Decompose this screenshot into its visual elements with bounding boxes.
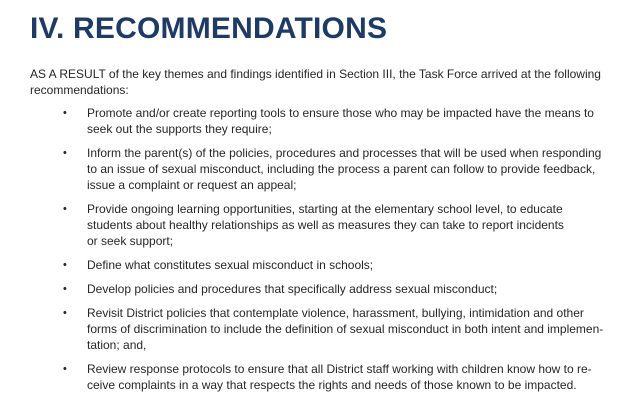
recommendation-line: Inform the parent(s) of the policies, procedures and processes that will be used when responding bbox=[87, 146, 602, 160]
bullet-icon: • bbox=[63, 259, 67, 271]
recommendation-item bbox=[0, 145, 607, 193]
bullet-icon: • bbox=[63, 203, 67, 215]
recommendation-line: issue a complaint or request an appeal; bbox=[87, 178, 297, 192]
recommendation-item bbox=[0, 281, 607, 297]
bullet-icon: • bbox=[63, 363, 67, 375]
recommendation-line: students about healthy relationships as well as measures they can take to report incidents bbox=[87, 218, 564, 232]
recommendation-line: Promote and/or create reporting tools to ensure those who may be impacted have the means to bbox=[87, 106, 594, 120]
recommendation-line: Review response protocols to ensure that all District staff working with children know how to re- bbox=[87, 362, 592, 376]
recommendation-line: Define what constitutes sexual misconduct in schools; bbox=[87, 258, 374, 272]
recommendation-line: forms of discrimination to include the definition of sexual misconduct in both intent and implemen- bbox=[87, 322, 604, 336]
recommendation-line: tation; and, bbox=[87, 338, 147, 352]
recommendation-item bbox=[0, 361, 607, 393]
recommendation-line: Provide ongoing learning opportunities, starting at the elementary school level, to educate bbox=[87, 202, 563, 216]
bullet-icon: • bbox=[63, 147, 67, 159]
bullet-icon: • bbox=[63, 107, 67, 119]
recommendation-line: or seek support; bbox=[87, 234, 174, 248]
bullet-icon: • bbox=[63, 283, 67, 295]
recommendations-list bbox=[0, 105, 641, 401]
recommendation-line: Develop policies and procedures that specifically address sexual misconduct; bbox=[87, 282, 498, 296]
recommendation-item bbox=[0, 305, 607, 353]
intro-paragraph bbox=[30, 66, 615, 98]
recommendation-item bbox=[0, 201, 607, 249]
bullet-icon: • bbox=[63, 307, 67, 319]
recommendation-item bbox=[0, 105, 607, 137]
recommendation-line: Revisit District policies that contemplate violence, harassment, bullying, intimidation and other bbox=[87, 306, 584, 320]
intro-line: AS A RESULT of the key themes and findings identified in Section III, the Task Force arrived at the following bbox=[30, 67, 601, 81]
recommendation-line: to an issue of sexual misconduct, including the process a parent can follow to provide feedback, bbox=[87, 162, 596, 176]
intro-line: recommendations: bbox=[30, 83, 129, 97]
recommendation-line: ceive complaints in a way that respects the rights and needs of those known to be impacted. bbox=[87, 378, 577, 392]
recommendation-line: seek out the supports they require; bbox=[87, 122, 272, 136]
recommendation-item bbox=[0, 257, 607, 273]
section-heading: IV. RECOMMENDATIONS bbox=[30, 12, 388, 45]
